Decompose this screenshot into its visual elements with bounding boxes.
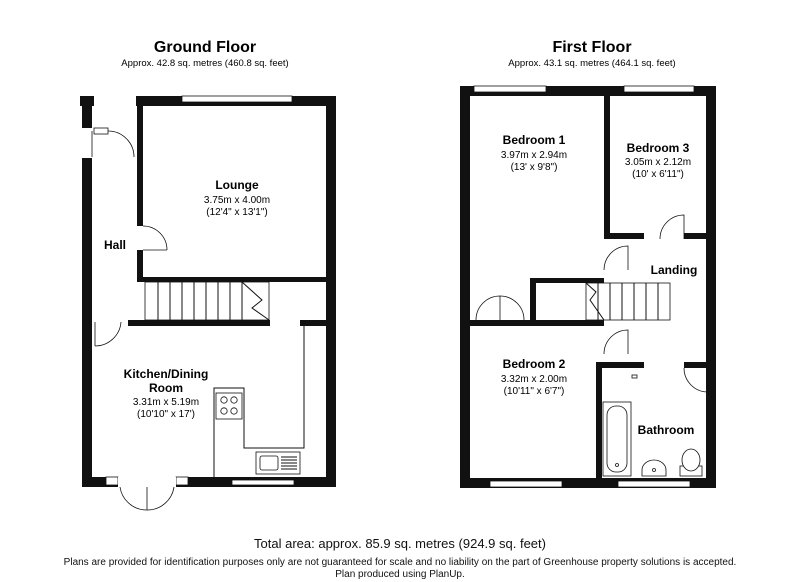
kitchen-dimensions-metric: 3.31m x 5.19m: [132, 397, 200, 408]
patio-door-right-swing: [147, 487, 174, 510]
ground-floor-plan: [80, 39, 336, 510]
bedroom2-dimensions-imperial: (10'11" x 6'7"): [503, 386, 565, 397]
ground-wall-lounge-bottom: [137, 277, 336, 282]
bedroom2-label: Bedroom 2: [502, 357, 566, 371]
bathroom-door-swing: [684, 368, 708, 392]
bedroom3-window: [624, 86, 694, 92]
patio-door-frame-left: [106, 477, 118, 485]
lounge-dimensions-metric: 3.75m x 4.00m: [203, 195, 271, 206]
ground-wall-hall-lounge-lower: [137, 250, 143, 280]
disclaimer-line1: Plans are provided for identification purposes only are not guaranteed for scale and no liability on the part of Greenhouse property solutions is accepted.: [63, 557, 737, 568]
first-wall-left: [460, 86, 470, 488]
bedroom1-dimensions-imperial: (13' x 9'8"): [510, 162, 558, 173]
kitchen-units: [214, 326, 304, 477]
patio-door-left-swing: [120, 487, 147, 510]
bath-drain: [616, 464, 619, 467]
bedroom1-label: Bedroom 1: [502, 133, 566, 147]
ground-stair-outline: [145, 282, 269, 320]
lounge-door-swing: [143, 226, 167, 250]
bathroom-label: Bathroom: [637, 423, 695, 437]
ground-wall-right-lower: [326, 320, 336, 487]
front-door-leaf: [94, 128, 108, 134]
ground-wall-left-cap: [80, 96, 94, 106]
bath-inner: [607, 406, 627, 472]
hob-ring: [221, 397, 227, 403]
landing-label: Landing: [650, 263, 698, 277]
hob-ring: [231, 408, 237, 414]
first-floor-plan: [460, 39, 716, 488]
basin-tap: [653, 469, 656, 472]
first-floor-area: Approx. 43.1 sq. metres (464.1 sq. feet): [508, 58, 676, 69]
first-stair-outline: [586, 283, 670, 320]
bedroom3-door-swing: [660, 215, 684, 239]
bedroom3-dimensions-imperial: (10' x 6'11"): [632, 169, 684, 180]
wardrobe-door-left: [476, 296, 500, 320]
wardrobe-door-right: [500, 296, 524, 320]
lounge-window: [182, 96, 292, 102]
total-area: Total area: approx. 85.9 sq. metres (924.9 sq. feet): [254, 536, 546, 551]
first-wall-bed1-bed3: [604, 96, 610, 238]
bedroom1-door-swing: [604, 246, 628, 270]
first-wall-bed2-bathroom: [596, 362, 602, 478]
bedroom2-door-swing: [604, 330, 628, 354]
disclaimer: [0, 557, 800, 581]
ground-floor-area: Approx. 42.8 sq. metres (460.8 sq. feet): [121, 58, 289, 69]
bedroom3-dimensions-metric: 3.05m x 2.12m: [624, 157, 692, 168]
ground-wall-right-upper: [326, 96, 336, 326]
ground-floor-title: Ground Floor: [153, 39, 257, 56]
bathroom-window: [618, 481, 690, 487]
first-wall-stair-left: [530, 278, 536, 326]
hob-ring: [221, 408, 227, 414]
towel-rail: [632, 375, 637, 378]
wash-basin: [642, 460, 666, 476]
bedroom1-window: [474, 86, 546, 92]
bedroom3-label: Bedroom 3: [626, 141, 690, 155]
bedroom1-dimensions-metric: 3.97m x 2.94m: [500, 150, 568, 161]
lounge-dimensions-imperial: (12'4" x 13'1"): [206, 207, 268, 218]
bedroom2-dimensions-metric: 3.32m x 2.00m: [500, 374, 568, 385]
first-wall-right: [706, 86, 716, 488]
bedroom2-window: [490, 481, 562, 487]
first-wall-bathroom-top: [596, 362, 644, 368]
first-staircase: [586, 283, 670, 320]
first-floor-title: First Floor: [552, 39, 632, 56]
kitchen-door-swing: [95, 322, 121, 346]
hob-ring: [231, 397, 237, 403]
hob: [216, 393, 242, 419]
ground-wall-kitchen-top: [128, 320, 270, 326]
kitchen-sink-bowl: [260, 456, 278, 470]
ground-wall-hall-lounge: [137, 96, 143, 226]
patio-door-opening: [118, 477, 176, 487]
disclaimer-line2: Plan produced using PlanUp.: [335, 569, 465, 580]
ground-staircase: [145, 282, 269, 320]
toilet-bowl: [682, 449, 700, 471]
kitchen-dimensions-imperial: (10'10" x 17'): [137, 409, 195, 420]
kitchen-label-line1: Kitchen/Dining: [123, 367, 209, 381]
kitchen-label-line2: Room: [149, 381, 183, 395]
kitchen-window: [232, 480, 294, 485]
patio-door-frame-right: [176, 477, 188, 485]
hall-label: Hall: [103, 238, 127, 252]
first-wall-bed3-bottom-left: [604, 233, 644, 239]
first-wall-bed3-bottom-right: [684, 233, 710, 239]
first-wall-bed1-bottom: [470, 320, 604, 326]
front-door-swing: [108, 131, 134, 157]
lounge-label: Lounge: [215, 178, 259, 192]
first-wall-bathroom-top-right: [684, 362, 710, 368]
first-wall-stair-top: [530, 278, 604, 283]
